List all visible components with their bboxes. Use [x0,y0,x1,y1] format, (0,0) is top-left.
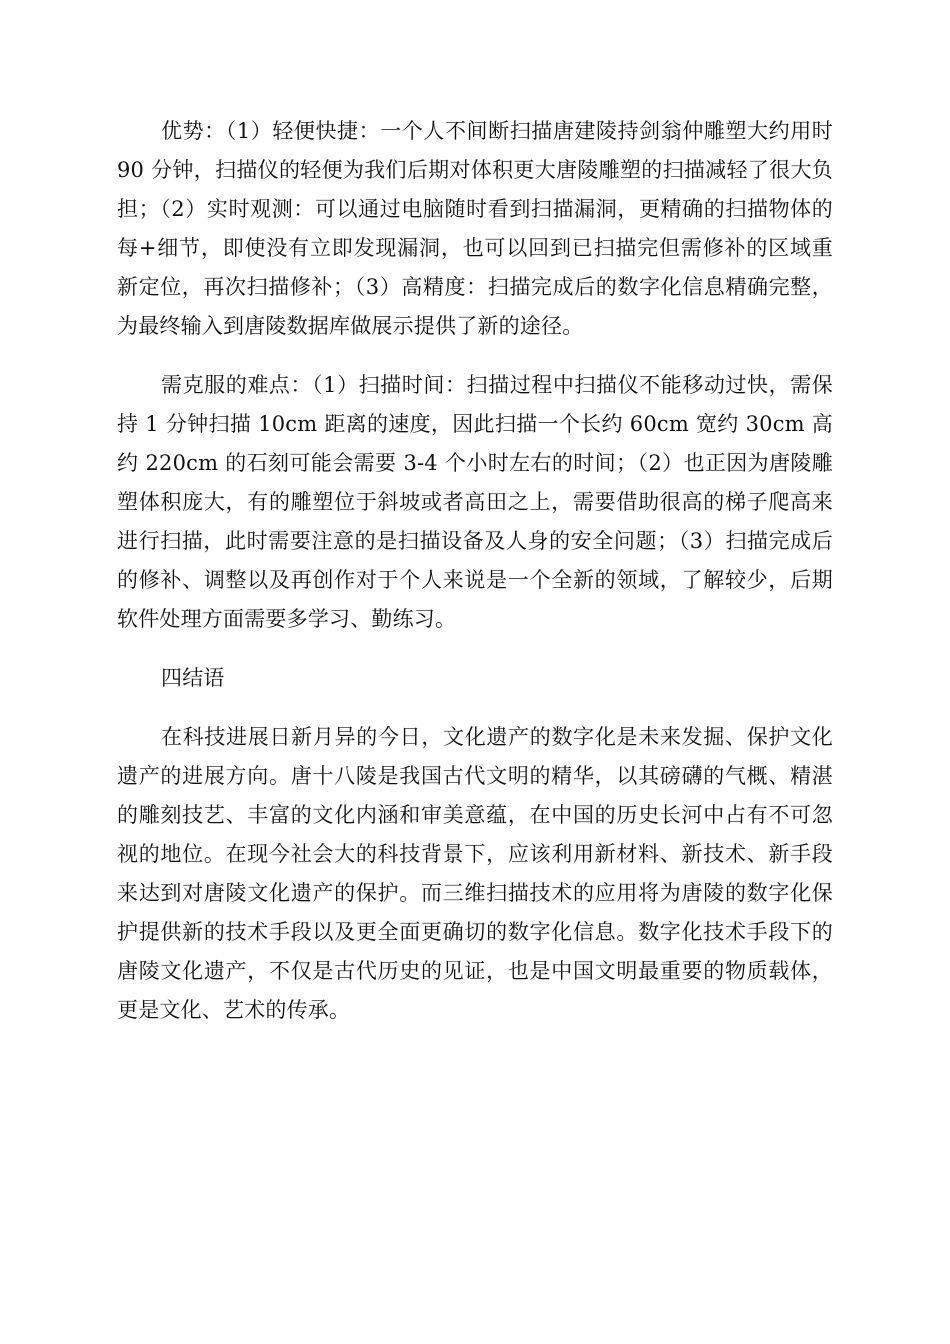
advantages-paragraph: 优势：（1）轻便快捷：一个人不间断扫描唐建陵持剑翁仲雕塑大约用时 90 分钟，扫描仪的轻便为我们后期对体积更大唐陵雕塑的扫描减轻了很大负担；（2）实时观测：可以通过电脑随时看到扫描漏洞，更精确的扫描物体的每+细节，即使没有立即发现漏洞，也可以回到已扫描完但需修补的区域重新定位，再次扫描修补；（3）高精度：扫描完成后的数字化信息精确完整，为最终输入到唐陵数据库做展示提供了新的途径。 [117,119,833,338]
section-heading: 四结语 [161,666,225,690]
document-body [117,112,833,1050]
conclusion-paragraph: 在科技进展日新月异的今日，文化遗产的数字化是未来发掘、保护文化遗产的进展方向。唐十八陵是我国古代文明的精华，以其磅礴的气概、精湛的雕刻技艺、丰富的文化内涵和审美意蕴，在中国的历史长河中占有不可忽视的地位。在现今社会大的科技背景下，应该利用新材料、新技术、新手段来达到对唐陵文化遗产的保护。而三维扫描技术的应用将为唐陵的数字化保护提供新的技术手段以及更全面更确切的数字化信息。数字化技术手段下的唐陵文化遗产，不仅是古代历史的见证，也是中国文明最重要的物质载体，更是文化、艺术的传承。 [117,725,833,1022]
difficulties-paragraph: 需克服的难点：（1）扫描时间：扫描过程中扫描仪不能移动过快，需保持 1 分钟扫描 10cm 距离的速度，因此扫描一个长约 60cm 宽约 30cm 高约 220cm 的石刻可能会需要 3-4 个小时左右的时间；（2）也正因为唐陵雕塑体积庞大，有的雕塑位于斜坡或者高田之上，需要借助很高的梯子爬高来进行扫描，此时需要注意的是扫描设备及人身的安全问题；（3）扫描完成后的修补、调整以及再创作对于个人来说是一个全新的领域，了解较少，后期软件处理方面需要多学习、勤练习。 [117,373,833,631]
